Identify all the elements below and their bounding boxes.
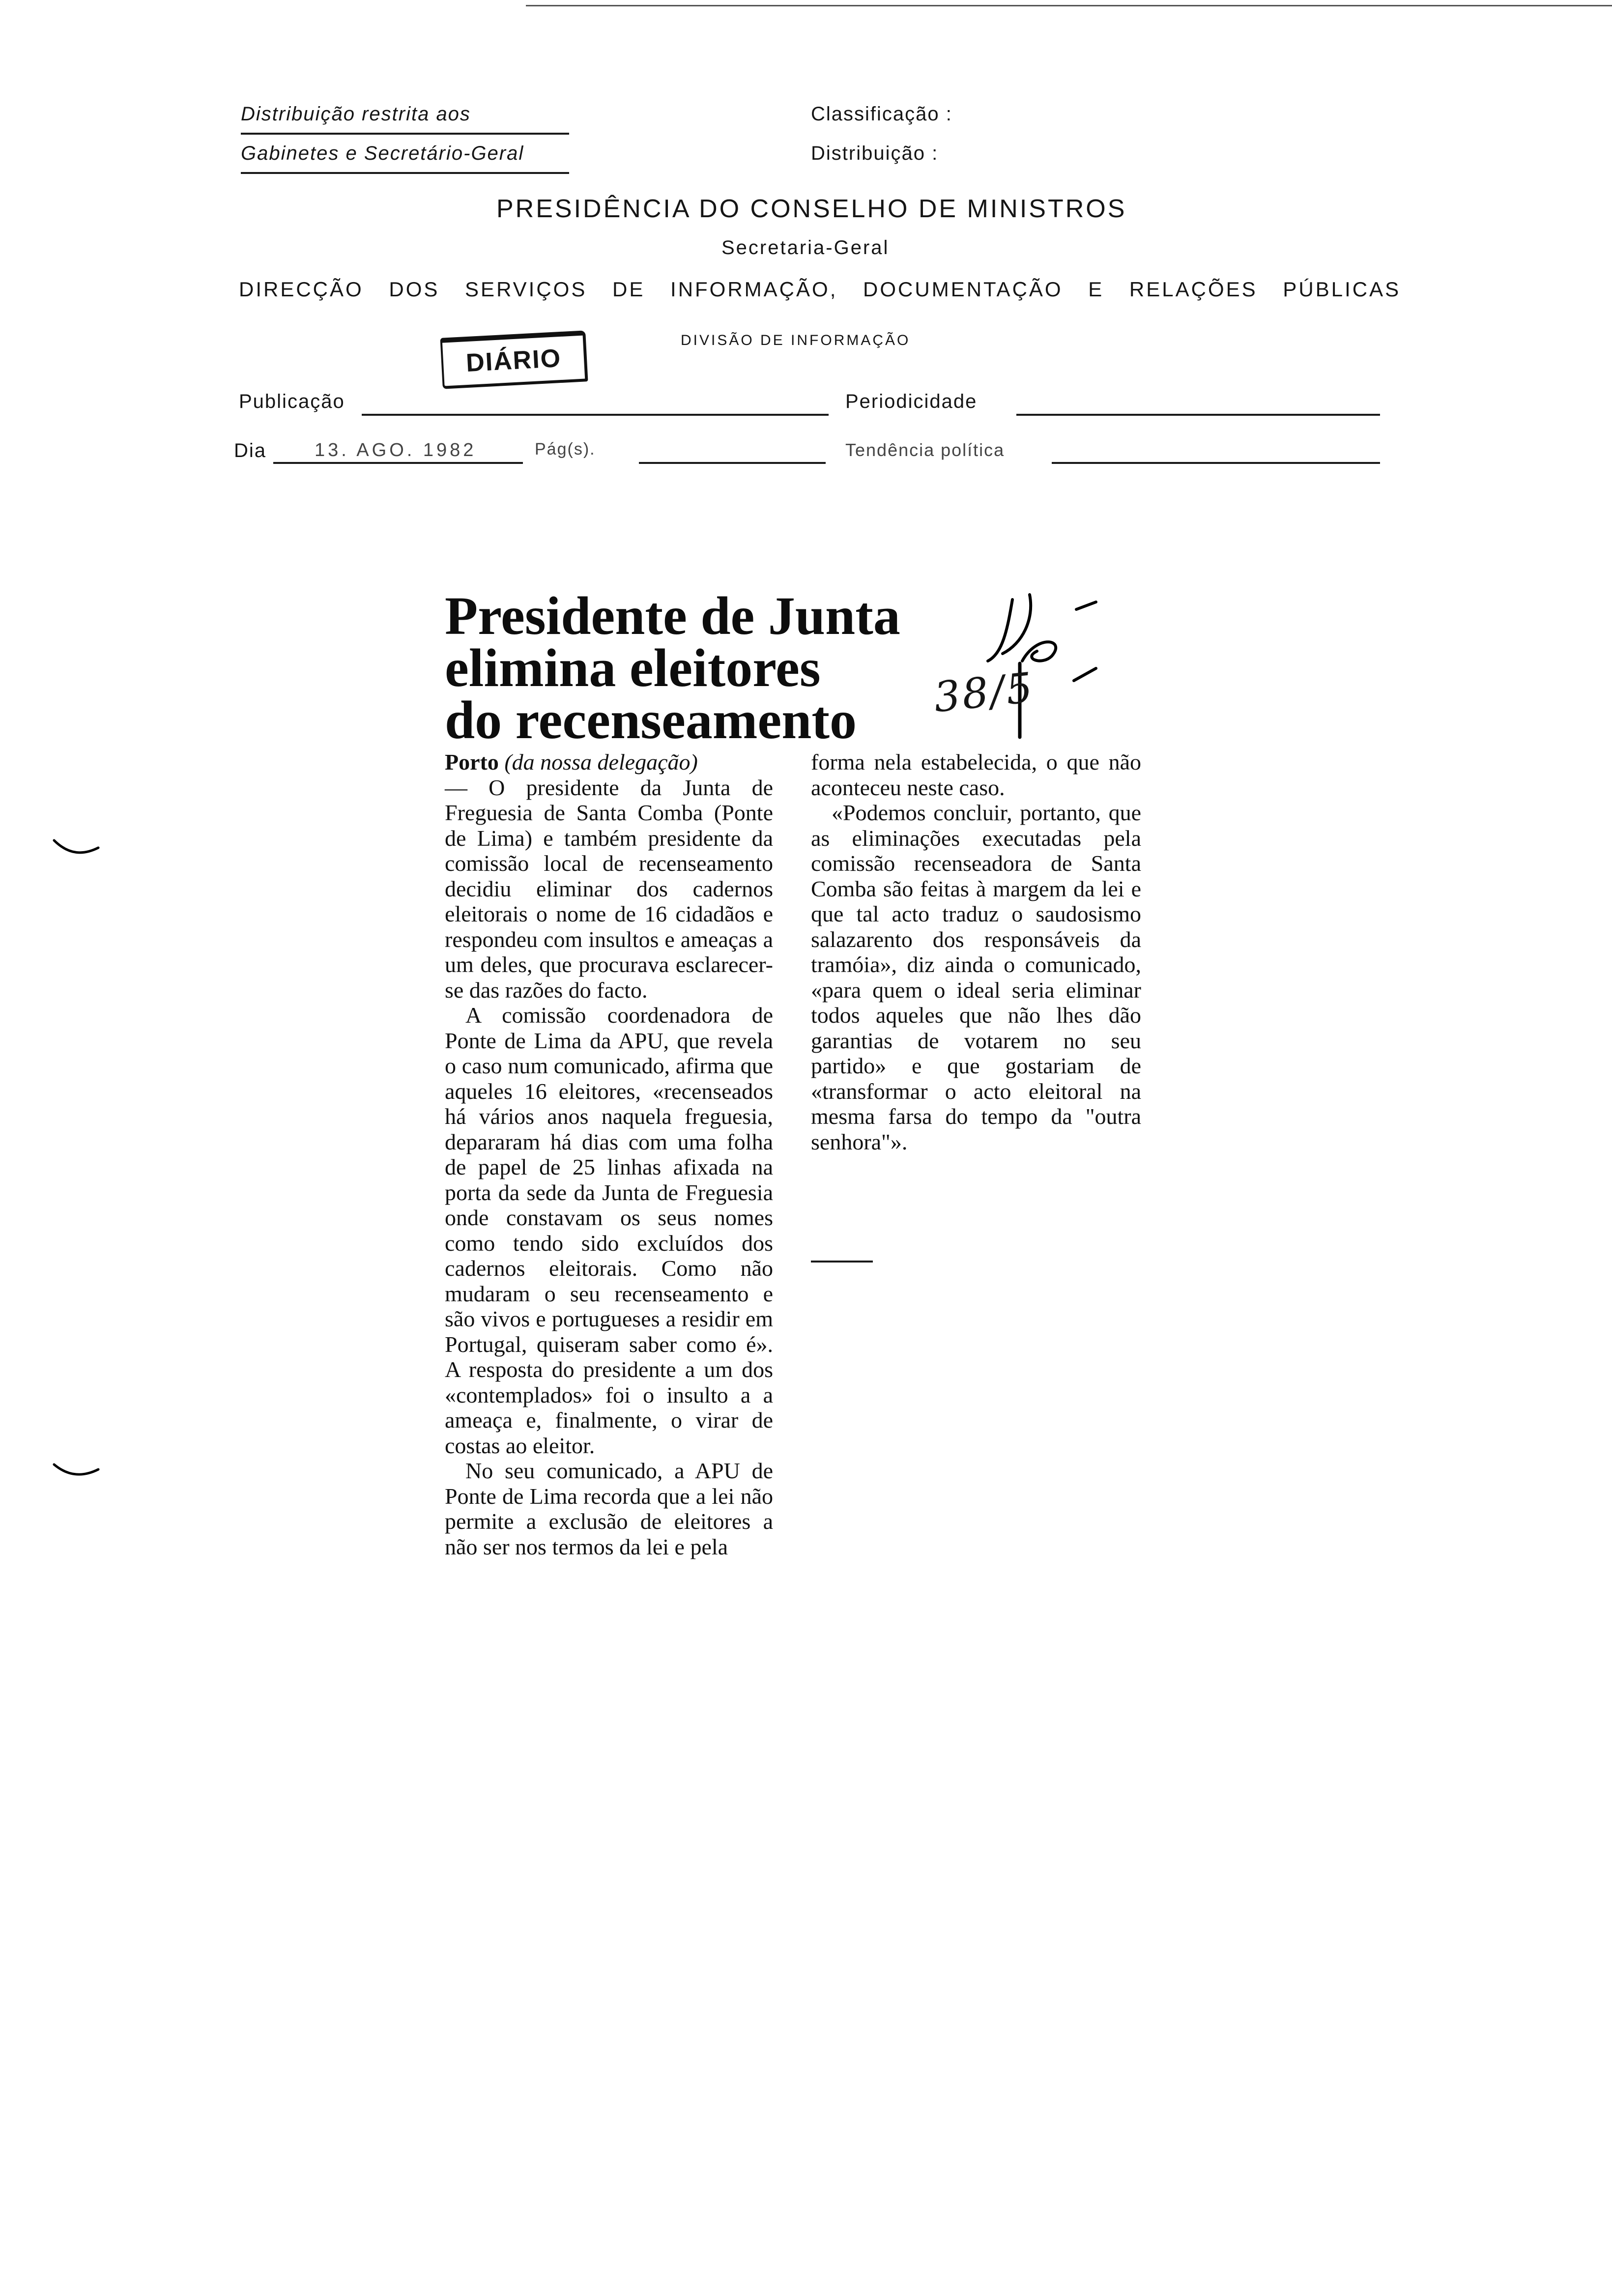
article-paragraph: — O presidente da Junta de Freguesia de Santa Comba (Ponte de Lima) e também presidente da comissão local de recenseamento decidiu eliminar dos cadernos eleitorais o nome de 16 cidadãos e respondeu com insultos e ameaças a um deles, que procurava esclarecer-se das razões do facto. [445,775,773,1003]
headline-line-1: Presidente de Junta [445,586,900,646]
scan-edge-line [526,5,1612,6]
headline-line-3: do recenseamento [445,690,857,750]
article-column-1 [445,749,773,1559]
publication-label: Publicação [239,391,345,412]
article-paragraph: No seu comunicado, a APU de Ponte de Lima recorda que a lei não permite a exclusão de eleitores a não ser nos termos da lei e pela [445,1458,773,1559]
periodicity-field-line [1016,414,1380,416]
day-value: 13. AGO. 1982 [315,440,477,460]
day-field-line [273,462,523,464]
column-1-lead [445,749,773,775]
margin-mark-lower [49,1460,108,1489]
article-paragraph: forma nela estabelecida, o que não aconteceu neste caso. [811,749,1141,800]
article-headline [445,586,900,750]
lead-place: Porto [445,749,499,775]
tendency-label: Tendência política [845,440,1005,460]
headline-line-2: elimina eleitores [445,638,821,698]
distribution-label: Distribuição : [811,143,939,164]
article-column-2 [811,749,1141,1154]
secretariat-subtitle: Secretaria-Geral [721,237,890,258]
publication-field-line [362,414,829,416]
page-field-line [639,462,826,464]
classification-label: Classificação : [811,103,952,125]
distribution-note-line1: Distribuição restrita aos [241,103,471,125]
margin-mark-upper [49,835,108,865]
page-label: Pág(s). [535,440,596,459]
underline-note2 [241,172,569,174]
day-label: Dia [234,440,267,461]
stamp-text: DIÁRIO [465,344,562,378]
article-paragraph: «Podemos concluir, portanto, que as eliminações executadas pela comissão recenseadora de Santa Comba são feitas à margem da lei e que tal acto traduz o saudosismo salazarento dos responsáveis da tramóia», diz ainda o comunicado, «para quem o ideal seria eliminar todos aqueles que não lhes dão garantias de votarem no seu partido» e que gostariam de «transformar o acto eleitoral na mesma farsa do tempo da "outra senhora"». [811,800,1141,1154]
periodicity-label: Periodicidade [845,391,978,412]
lead-source: (da nossa delegação) [504,749,698,775]
tendency-field-line [1052,462,1380,464]
article-paragraph: A comissão coordenadora de Ponte de Lima da APU, que revela o caso num comunicado, afirma que aqueles 16 eleitores, «recenseados há vários anos naquela freguesia, depararam há dias com uma folha de papel de 25 linhas afixada na porta da sede da Junta de Freguesia onde constavam os seus nomes como tendo sido excluídos dos cadernos eleitorais. Como não mudaram o seu recenseamento e são vivos e portugueses a residir em Portugal, quiseram saber como é». A resposta do presidente a um dos «contemplados» foi o insulto a a ameaça e, finalmente, o virar de costas ao eleitor. [445,1003,773,1458]
article-end-rule [811,1261,873,1263]
diario-stamp [440,330,588,389]
division-label: DIVISÃO DE INFORMAÇÃO [681,332,911,348]
direction-line: DIRECÇÃO DOS SERVIÇOS DE INFORMAÇÃO, DOCUMENTAÇÃO E RELAÇÕES PÚBLICAS [239,278,1401,301]
ministry-title: PRESIDÊNCIA DO CONSELHO DE MINISTROS [496,195,1127,223]
distribution-note-line2: Gabinetes e Secretário-Geral [241,143,524,164]
underline-note1 [241,133,569,135]
handwritten-reference: 38/5 [931,663,1037,722]
